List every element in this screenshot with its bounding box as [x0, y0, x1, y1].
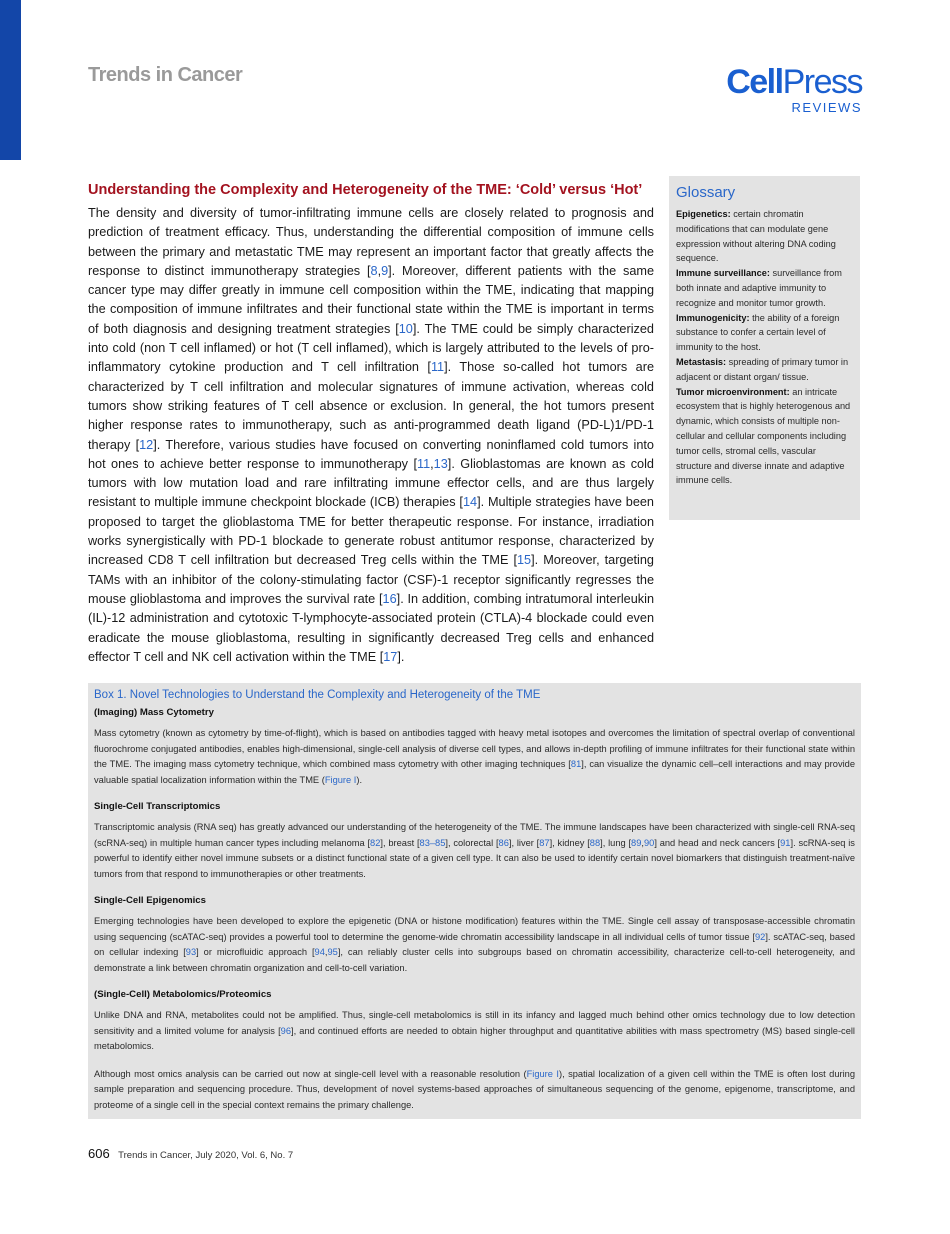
glossary-term: Epigenetics: [676, 209, 731, 219]
glossary-item [676, 207, 853, 266]
text-run: ] or microfluidic approach [ [196, 947, 315, 957]
text-run: , [324, 947, 328, 957]
reference-link[interactable]: 10 [398, 321, 413, 336]
reference-link[interactable]: 87 [539, 837, 550, 848]
reference-link[interactable]: 96 [280, 1025, 292, 1036]
text-run: ], can visualize the dynamic cell–cell interactions and may provide valuable spatial localization information within the TME ( [94, 759, 855, 785]
reference-link[interactable]: 13 [433, 456, 448, 471]
box-section-heading: (Imaging) Mass Cytometry [94, 707, 214, 718]
reference-link[interactable]: 8 [370, 263, 378, 278]
reference-link[interactable]: 15 [517, 553, 532, 568]
reference-link[interactable]: 92 [754, 931, 766, 942]
glossary-list [676, 207, 853, 488]
text-run: ], kidney [ [549, 837, 590, 848]
text-run: ], lung [ [600, 837, 632, 848]
box-section-paragraph [94, 1008, 855, 1055]
reference-link[interactable]: 88 [589, 837, 601, 848]
logo-wordmark [716, 63, 862, 101]
spacer [94, 976, 855, 985]
reference-link[interactable]: 93 [185, 947, 197, 957]
footer-citation: Trends in Cancer, July 2020, Vol. 6, No. 7 [118, 1150, 294, 1161]
reference-link[interactable]: 11 [430, 360, 445, 375]
reference-link[interactable]: 86 [498, 837, 509, 848]
reference-link[interactable]: 89 [631, 837, 642, 848]
reference-link[interactable]: 83–85 [419, 837, 446, 848]
text-run: , [430, 456, 434, 471]
page-number: 606 [88, 1146, 110, 1161]
logo-bold: Cell [726, 63, 783, 101]
text-run: ], breast [ [380, 837, 420, 848]
text-run: ]. Moreover, targeting TAMs with an inhibitor of the colony-stimulating factor (CSF)-1 receptor significantly regresses the mouse glioblastoma and improves the survival rate [ [88, 553, 654, 606]
glossary-term: Tumor microenvironment: [676, 386, 790, 397]
box-closing-paragraph [94, 1067, 855, 1114]
text-run: ]. scATAC-seq, based on cellular indexing [ [94, 931, 855, 957]
text-run: ], liver [ [508, 837, 540, 848]
text-run: ]. scRNA-seq is powerful to identify either novel immune subsets or a distinct functional state of a given cell type. It can also be used to identify certain novel biomarkers that distinguish treatment-naïve tumors from that respond to immunotherapies or other treatments. [94, 837, 855, 879]
reference-link[interactable]: 12 [139, 437, 154, 452]
text-run: , [641, 837, 644, 848]
glossary-title: Glossary [676, 184, 736, 201]
text-run: ]. Moreover, different patients with the same cancer type may differ greatly in immune cell composition within the TME, indicating that mapping the composition of immune infiltrates and their functional state within the TME is important in terms of both diagnosis and designing treatment strategies [ [88, 263, 654, 336]
page-footer [88, 1146, 293, 1161]
reference-link[interactable]: 95 [327, 947, 338, 957]
logo-subtitle: REVIEWS [791, 100, 862, 115]
box-section-heading: Single-Cell Epigenomics [94, 895, 206, 906]
text-run: ], and continued efforts are needed to obtain higher throughput and quantitative abilities with mass spectrometry (MS) based single-cell metabolomics. [94, 1025, 855, 1051]
body-paragraph [88, 204, 654, 667]
reference-link[interactable]: 11 [416, 456, 431, 471]
journal-color-bar [0, 0, 21, 160]
text-run: ]. Those so-called hot tumors are characterized by T cell infiltration and molecular signatures of immune activation, whereas cold tumors show striking features of T cell absence or exclusion. In general, the hot tumors present higher response rates to immunotherapy, such as anti-programmed death ligand (PD-L)1/PD-1 therapy [ [88, 360, 654, 452]
cellpress-logo [716, 63, 862, 115]
reference-link[interactable]: 82 [370, 837, 381, 848]
reference-link[interactable]: Figure I [324, 774, 357, 785]
glossary-term: Immune surveillance: [676, 268, 770, 279]
text-run: Mass cytometry (known as cytometry by time-of-flight), which is based on antibodies tagged with heavy metal isotopes and overcomes the limitation of spectral overlap of conventional fluorochrome conjugated antibodies, enables high-dimensional, single-cell analysis of diverse cell types, and allows in-depth profiling of immune infiltrates for their functional state within the TME. The imaging mass cytometry technique, which combined mass cytometry with other imaging techniques [ [94, 728, 855, 769]
glossary-box [669, 176, 860, 520]
reference-link[interactable]: 9 [381, 263, 389, 278]
box-section-paragraph [94, 726, 855, 788]
box-section-paragraph [94, 914, 855, 976]
glossary-definition: the ability of a foreign substance to confer a certain level of immunity to the host. [676, 312, 840, 353]
glossary-item [676, 355, 853, 385]
box-1 [88, 683, 861, 1119]
journal-title: Trends in Cancer [88, 64, 243, 86]
glossary-term: Metastasis: [676, 356, 727, 367]
section-title: Understanding the Complexity and Heterogeneity of the TME: ‘Cold’ versus ‘Hot’ [88, 182, 643, 198]
text-run: Transcriptomic analysis (RNA seq) has greatly advanced our understanding of the heterogeneity of the TME. The immune landscapes have been characterized with single-cell RNA-seq (scRNA-seq) in multiple human cancer types including melanoma [ [94, 822, 855, 848]
spacer [94, 788, 855, 797]
glossary-item [676, 266, 853, 310]
text-run: ]. Multiple strategies have been proposed to target the glioblastoma TME for better therapeutic response. For instance, irradiation works synergistically with PD-1 blockade to generate robust antitumor response, characterized by increased CD8 T cell infiltration but decreased Treg cells within the TME [ [88, 495, 654, 568]
box-section-heading: (Single-Cell) Metabolomics/Proteomics [94, 989, 272, 1000]
reference-link[interactable]: 81 [570, 759, 582, 769]
reference-link[interactable]: 16 [382, 591, 397, 606]
reference-link[interactable]: 90 [643, 837, 655, 848]
glossary-item [676, 385, 853, 489]
glossary-term: Immunogenicity: [676, 312, 750, 323]
reference-link[interactable]: 17 [383, 649, 398, 664]
body-text [88, 204, 654, 667]
text-run: ]. Glioblastomas are known as cold tumors with low mutation load and rare infiltrating immune effector cells, and are thus largely resistant to multiple immune checkpoint blockade (ICB) therapies [ [88, 456, 654, 510]
text-run: Although most omics analysis can be carried out now at single-cell level with a reasonable resolution ( [94, 1068, 527, 1079]
box-section-paragraph [94, 820, 855, 882]
text-run: ]. [397, 649, 405, 664]
glossary-definition: surveillance from both innate and adaptive immunity to recognize and monitor tumor growth. [676, 268, 842, 308]
text-run: ]. Therefore, various studies have focused on converting noninflamed cold tumors into hot ones to achieve better response to immunotherapy [ [88, 437, 654, 471]
text-run: ). [356, 774, 363, 785]
text-run: ] and head and neck cancers [ [654, 837, 781, 848]
spacer [94, 882, 855, 891]
reference-link[interactable]: 14 [462, 495, 478, 510]
reference-link[interactable]: 94 [314, 947, 325, 957]
reference-link[interactable]: 91 [780, 837, 791, 848]
box-section-heading: Single-Cell Transcriptomics [94, 801, 221, 812]
text-run: The density and diversity of tumor-infiltrating immune cells are closely related to prognosis and prediction of treatment efficacy. Thus, understanding the differential composition of immune cells between the primary and metastatic TME may represent an important factor that greatly affects the response to distinct immunotherapy strategies [ [88, 206, 654, 278]
text-run: , [377, 263, 382, 278]
text-run: Emerging technologies have been developed to explore the epigenetic (DNA or histone modification) features within the TME. Single cell assay of transposase-accessible chromatin using sequencing (scATAC-seq) provides a powerful tool to determine the genome-wide chromatin accessibility landscape in all individual cells of tumor tissue [ [94, 916, 855, 942]
text-run: Unlike DNA and RNA, metabolites could not be amplified. Thus, single-cell metabolomics is still in its infancy and lagged much behind other omics technology due to low detection sensitivity and a limited volume for analysis [ [94, 1010, 855, 1036]
glossary-definition: spreading of primary tumor in adjacent or distant organ/ tissue. [676, 356, 849, 382]
logo-light: Press [782, 63, 862, 101]
text-run: ]. In addition, combing intratumoral interleukin (IL)-12 administration and cytotoxic T-lymphocyte-associated protein (CTLA)-4 blockade could even eradicate the mouse glioblastoma, resulting in significantly decreased Treg cells and enhanced effector T cell and NK cell activation within the TME [ [88, 591, 655, 664]
glossary-definition: an intricate ecosystem that is highly heterogenous and dynamic, which consists of multiple non-cellular and cellular components including tumor cells, stromal cells, vascular structure and diverse innate and adaptive immune cells. [676, 386, 851, 486]
text-run: ], can reliably cluster cells into subgroups based on chromatin accessibility, characterize cell-to-cell heterogeneity, and demonstrate a link between chromatin organization and cell-to-cell variation. [94, 947, 855, 973]
reference-link[interactable]: Figure I [526, 1068, 559, 1079]
glossary-item [676, 311, 853, 355]
text-run: ]. The TME could be simply characterized into cold (non T cell inflamed) or hot (T cell inflamed), which is largely attributed to the levels of pro-inflammatory cytokine production and T cell infiltration [ [88, 321, 654, 375]
box-sections [94, 706, 855, 1055]
text-run: ], colorectal [ [445, 837, 499, 848]
glossary-definition: certain chromatin modifications that can modulate gene expression without altering DNA coding sequence. [676, 209, 836, 264]
box-title: Box 1. Novel Technologies to Understand the Complexity and Heterogeneity of the TME [94, 689, 541, 701]
text-run: ), spatial localization of a given cell within the TME is often lost during sample preparation and sequencing procedure. Thus, development of novel systems-based approaches of simultaneous sequencing of the genome, epigenome, transcriptome, and proteome of a single cell in the special context remains the primary challenge. [94, 1068, 856, 1110]
